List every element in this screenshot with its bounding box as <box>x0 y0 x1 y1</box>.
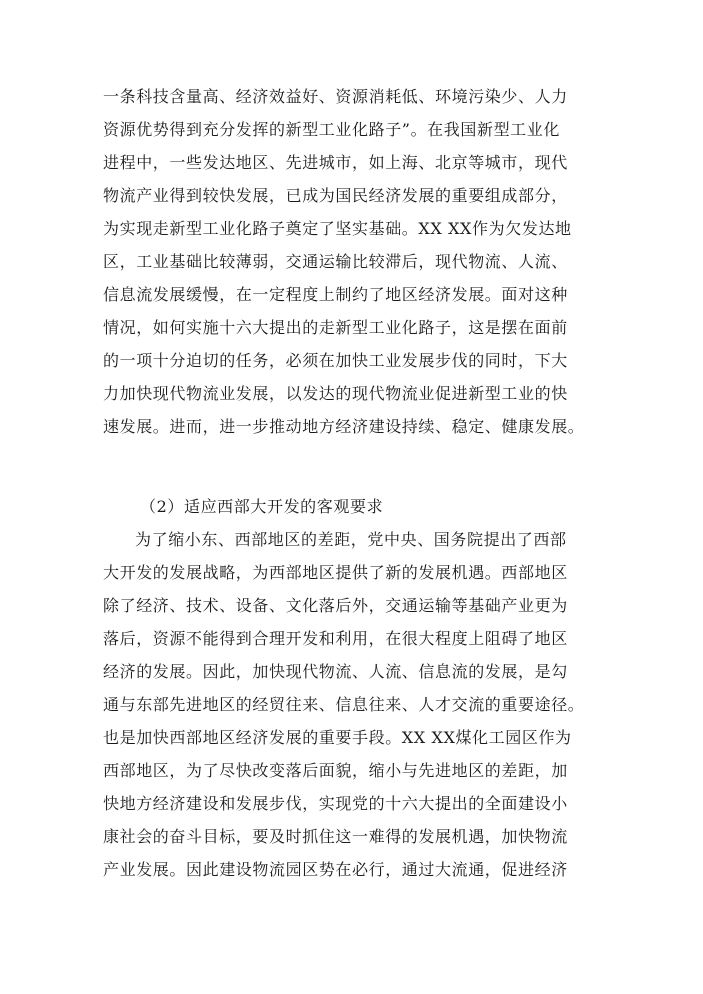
paragraph-2-line: 经济的发展。因此，加快现代物流、人流、信息流的发展，是勾 <box>103 662 568 681</box>
paragraph-1-line: 区，工业基础比较薄弱，交通运输比较滞后，现代物流、人流、 <box>103 252 568 271</box>
paragraph-1-line: 一条科技含量高、经济效益好、资源消耗低、环境污染少、人力 <box>103 87 568 106</box>
paragraph-1-line: 为实现走新型工业化路子奠定了坚实基础。XX XX作为欠发达地 <box>103 219 572 238</box>
paragraph-2-line: 快地方经济建设和发展步伐，实现党的十六大提出的全面建设小 <box>103 794 568 813</box>
paragraph-2-line: 落后，资源不能得到合理开发和利用，在很大程度上阻碍了地区 <box>103 629 568 648</box>
paragraph-2-line: 也是加快西部地区经济发展的重要手段。XX XX煤化工园区作为 <box>103 728 572 747</box>
paragraph-1-line: 速发展。进而，进一步推动地方经济建设持续、稳定、健康发展。 <box>103 417 585 436</box>
section-heading: （2）适应西部大开发的客观要求 <box>140 497 384 516</box>
paragraph-2-line: 通与东部先进地区的经贸往来、信息往来、人才交流的重要途径。 <box>103 695 585 714</box>
paragraph-1-line: 资源优势得到充分发挥的新型工业化路子”。在我国新型工业化 <box>103 120 560 139</box>
paragraph-2-line: 除了经济、技术、设备、文化落后外，交通运输等基础产业更为 <box>103 596 568 615</box>
paragraph-2-line: 康社会的奋斗目标，要及时抓住这一难得的发展机遇，加快物流 <box>103 827 568 846</box>
paragraph-1-line: 情况，如何实施十六大提出的走新型工业化路子，这是摆在面前 <box>103 318 568 337</box>
paragraph-2-line: 产业发展。因此建设物流园区势在必行，通过大流通，促进经济 <box>103 860 568 879</box>
paragraph-1-line: 物流产业得到较快发展，已成为国民经济发展的重要组成部分， <box>103 186 568 205</box>
paragraph-1-line: 力加快现代物流业发展，以发达的现代物流业促进新型工业的快 <box>103 384 568 403</box>
paragraph-2-line: 西部地区，为了尽快改变落后面貌，缩小与先进地区的差距，加 <box>103 761 568 780</box>
paragraph-1-line: 信息流发展缓慢，在一定程度上制约了地区经济发展。面对这种 <box>103 285 568 304</box>
paragraph-2-line: 大开发的发展战略，为西部地区提供了新的发展机遇。西部地区 <box>103 563 568 582</box>
paragraph-2-line: 为了缩小东、西部地区的差距，党中央、国务院提出了西部 <box>135 530 567 549</box>
paragraph-1-line: 的一项十分迫切的任务，必须在加快工业发展步伐的同时，下大 <box>103 351 568 370</box>
paragraph-1-line: 进程中，一些发达地区、先进城市，如上海、北京等城市，现代 <box>103 153 568 172</box>
